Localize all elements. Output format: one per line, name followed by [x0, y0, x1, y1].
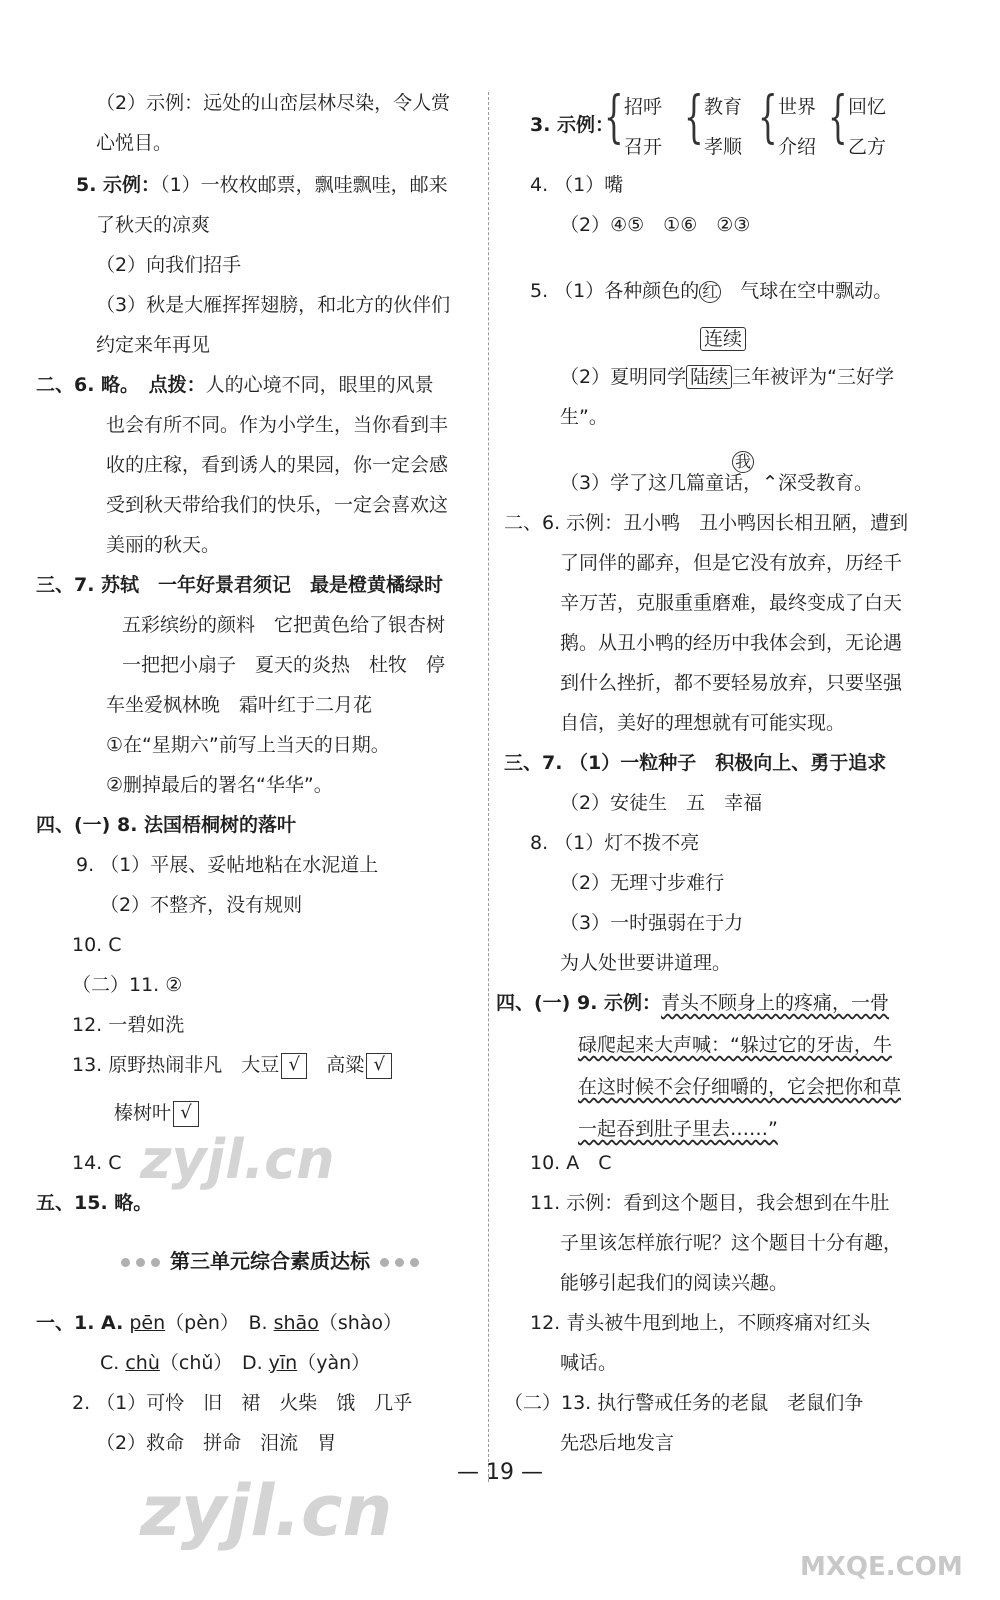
answer-line: 14. C: [72, 1152, 122, 1174]
answer-line: 了秋天的凉爽: [96, 214, 211, 236]
dot-icon: [121, 1258, 130, 1267]
answer-line: 11. 示例：看到这个题目，我会想到在牛肚: [530, 1192, 890, 1214]
page-number: — 19 —: [457, 1460, 543, 1485]
answer-line: （2）向我们招手: [96, 254, 242, 276]
answer-line: （二）11. ②: [72, 974, 183, 996]
correction-word: 连续: [700, 326, 746, 352]
checkbox-mark: √: [173, 1101, 199, 1127]
answer-line: （2）示例：远处的山峦层林尽染，令人赏: [96, 92, 451, 114]
dot-icon: [395, 1258, 404, 1267]
answer-line: 12. 一碧如洗: [72, 1014, 185, 1036]
brace-icon: {: [758, 85, 778, 150]
checkbox-mark: √: [366, 1053, 392, 1079]
answer-line: 13. 原野热闹非凡 大豆 √ 高粱 √: [72, 1052, 392, 1079]
answer-line: （3）学了这几篇童话，⌃深受教育。: [560, 472, 874, 494]
answer-line: （2）夏明同学 陆续 三年被评为“三好学: [560, 366, 894, 388]
answer-line: 二、6. 示例：丑小鸭 丑小鸭因长相丑陋，遭到: [504, 512, 909, 534]
answer-line: （2）无理寸步难行: [560, 872, 725, 894]
brace-icon: {: [828, 85, 848, 150]
dot-icon: [380, 1258, 389, 1267]
answer-line: （二）13. 执行警戒任务的老鼠 老鼠们争: [504, 1392, 864, 1414]
answer-line: 鹅。从丑小鸭的经历中我体会到，无论遇: [560, 632, 903, 654]
answer-line: 二、6. 略。 点拨：人的心境不同，眼里的风景: [36, 374, 434, 396]
answer-line: 12. 青头被牛甩到地上，不顾疼痛对红头: [530, 1312, 871, 1334]
checkbox-mark: √: [281, 1053, 307, 1079]
answer-line: ②删掉最后的署名“华华”。: [106, 774, 333, 796]
answer-line: 5. （1）各种颜色的 红 气球在空中飘动。: [530, 280, 893, 302]
answer-line: （3）秋是大雁挥挥翅膀，和北方的伙伴们: [96, 294, 451, 316]
answer-line: 一、1. A. pēn（pèn） B. shāo（shào）: [36, 1312, 403, 1334]
answer-line: 为人处世要讲道理。: [560, 952, 732, 974]
answer-line: 在这时候不会仔细嚼的，它会把你和草: [578, 1076, 902, 1098]
answer-line: 5. 示例：（1）一枚枚邮票，飘哇飘哇，邮来: [76, 174, 448, 196]
brace-icon: {: [684, 85, 704, 150]
answer-line: （2）不整齐，没有规则: [100, 894, 303, 916]
answer-line: 喊话。: [560, 1352, 618, 1374]
answer-line: C. chù（chǔ） D. yīn（yàn）: [100, 1352, 371, 1374]
dot-icon: [151, 1258, 160, 1267]
answer-line: 五彩缤纷的颜料 它把黄色给了银杏树: [122, 614, 446, 636]
answer-line: 4. （1）嘴: [530, 174, 624, 196]
answer-line: （3）一时强弱在于力: [560, 912, 744, 934]
watermark: MXQE.COM: [800, 1552, 963, 1582]
answer-line: 一起吞到肚子里去……”: [578, 1118, 778, 1140]
answer-line: 能够引起我们的阅读兴趣。: [560, 1272, 789, 1294]
watermark: zyjl.cn: [140, 1128, 335, 1191]
answer-line: 三、7. 苏轼 一年好景君须记 最是橙黄橘绿时: [36, 574, 444, 596]
answer-line: 三、7. （1）一粒种子 积极向上、勇于追求: [504, 752, 887, 774]
answer-line: 10. A C: [530, 1152, 612, 1174]
answer-line: 3. 示例：: [530, 114, 615, 136]
watermark: zyjl.cn: [140, 1470, 393, 1552]
answer-line: 了同伴的鄙弃，但是它没有放弃，历经千: [560, 552, 903, 574]
answer-line: 子里该怎样旅行呢？这个题目十分有趣，: [560, 1232, 903, 1254]
circle-mark: 红: [699, 281, 721, 303]
section-title: 第三单元综合素质达标: [70, 1245, 470, 1274]
example-label: 5. 示例：: [76, 174, 161, 196]
answer-line: 美丽的秋天。: [106, 534, 221, 556]
answer-line: （2）安徒生 五 幸福: [560, 792, 763, 814]
answer-line: 四、(一) 9. 示例：青头不顾身上的疼痛，一骨: [496, 992, 890, 1014]
answer-line: 约定来年再见: [96, 334, 211, 356]
brace-icon: {: [604, 85, 624, 150]
answer-line: 榛树叶 √: [114, 1100, 199, 1127]
answer-line: 心悦目。: [96, 132, 173, 154]
answer-line: 碌爬起来大声喊：“躲过它的牙齿，牛: [578, 1034, 892, 1056]
dot-icon: [136, 1258, 145, 1267]
answer-line: ①在“星期六”前写上当天的日期。: [106, 734, 390, 756]
answer-line: 到什么挫折，都不要轻易放弃，只要坚强: [560, 672, 903, 694]
answer-line: 10. C: [72, 934, 122, 956]
hint-label: 点拨：: [148, 374, 206, 396]
answer-line: 五、15. 略。: [36, 1192, 153, 1214]
answer-line: 也会有所不同。作为小学生，当你看到丰: [106, 414, 449, 436]
answer-line: （2）④⑤ ①⑥ ②③: [560, 214, 751, 236]
answer-line: 收的庄稼，看到诱人的果园，你一定会感: [106, 454, 449, 476]
dot-icon: [410, 1258, 419, 1267]
answer-line: 辛万苦，克服重重磨难，最终变成了白天: [560, 592, 903, 614]
answer-line: 先恐后地发言: [560, 1432, 675, 1454]
answer-line: （2）救命 拼命 泪流 胃: [96, 1432, 337, 1454]
answer-line: 2. （1）可怜 旧 裙 火柴 饿 几乎: [72, 1392, 413, 1414]
answer-line: 生”。: [560, 406, 608, 428]
answer-line: 9. （1）平展、妥帖地粘在水泥道上: [76, 854, 379, 876]
answer-line: 一把把小扇子 夏天的炎热 杜牧 停: [122, 654, 446, 676]
answer-line: 四、(一) 8. 法国梧桐树的落叶: [36, 814, 297, 836]
answer-line: 受到秋天带给我们的快乐，一定会喜欢这: [106, 494, 449, 516]
answer-line: 8. （1）灯不拨不亮: [530, 832, 700, 854]
insert-mark: 我: [732, 448, 754, 474]
column-divider: [488, 92, 489, 1482]
answer-line: 自信，美好的理想就有可能实现。: [560, 712, 846, 734]
answer-line: 车坐爱枫林晚 霜叶红于二月花: [106, 694, 373, 716]
